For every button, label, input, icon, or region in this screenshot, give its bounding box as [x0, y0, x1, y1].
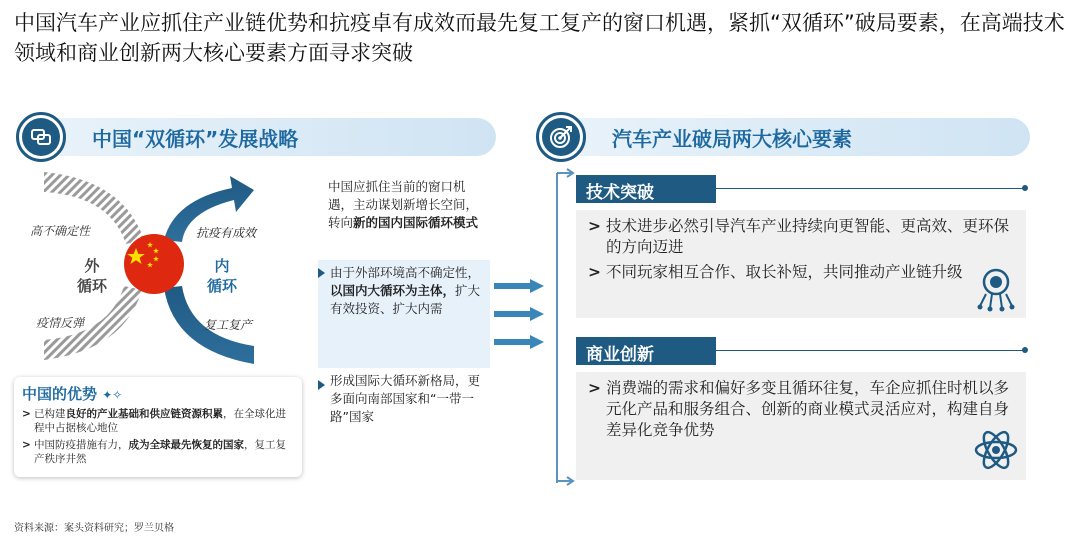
chevron-icon: > — [22, 439, 31, 451]
mid1-pre: 中国应抓住当前的窗口机遇，主动谋划新增长空间，转向 — [328, 179, 479, 230]
circulation-arcs — [14, 160, 314, 380]
advantage-1-bold: 良好的产业基础和供应链资源积累 — [65, 408, 223, 420]
china-advantages-box — [14, 377, 302, 477]
bracket-bottom-arrow — [556, 475, 576, 487]
tab-dot — [1022, 347, 1028, 353]
page-title: 中国汽车产业应抓住产业链优势和抗疫卓有成效而最先复工复产的窗口机遇，紧抓“双循环”破局要素，在高端技术领域和商业创新两大核心要素方面寻求突破 — [14, 11, 1065, 65]
triangle-bullet-icon — [318, 268, 325, 278]
inner-label-line2: 循环 — [206, 277, 237, 295]
business-item-1 — [586, 378, 1010, 441]
stars-icon: ✦✧ — [102, 388, 123, 402]
business-innovation-panel — [576, 372, 1026, 480]
mid2-post: 扩大有效投资、扩大内需 — [330, 283, 481, 316]
international-circulation-text — [318, 372, 490, 426]
triangle-bullet-icon — [318, 380, 325, 390]
core-elements-header — [540, 118, 1030, 156]
business-item-1-text: 消费端的需求和偏好多变且循环往复，车企应抓住时机以多元化产品和服务组合、创新的商业模式灵活应对，构建自身差异化竞争优势 — [606, 379, 1010, 439]
tech-item-1-text: 技术进步必然引导汽车产业持续向更智能、更高效、更环保的方向迈进 — [606, 217, 1010, 256]
resume-work-label: 复工复产 — [204, 318, 253, 332]
china-flag-icon — [124, 234, 184, 294]
outer-label-line2: 循环 — [76, 277, 107, 295]
tab-divider — [716, 350, 1026, 351]
ai-chip-icon — [972, 264, 1020, 312]
tab-dot — [1022, 185, 1028, 191]
target-icon — [536, 112, 586, 162]
advantage-1-post: ，在全球化进程中占据核心地位 — [34, 408, 286, 434]
tech-item-2-text: 不同玩家相互合作、取长补短，共同推动产业链升级 — [606, 263, 963, 281]
right-bracket — [556, 173, 566, 483]
advantage-2-bold: 成为全球最先恢复的国家 — [128, 439, 244, 451]
dual-circulation-title: 中国“双循环”发展战略 — [92, 127, 299, 151]
dual-circulation-diagram — [14, 160, 314, 380]
advantage-2-pre: 中国防疫措施有力， — [34, 439, 129, 451]
chevron-icon: > — [588, 379, 601, 397]
anti-epidemic-label: 抗疫有成效 — [196, 226, 257, 240]
advantage-2-post: ，复工复产秩序井然 — [34, 439, 286, 465]
tech-breakthrough-panel — [576, 210, 1026, 318]
tech-item-2 — [586, 262, 1010, 283]
outer-circulation-label — [72, 256, 112, 296]
arrow-right-icon — [494, 307, 544, 321]
advantages-title-text: 中国的优势 — [22, 385, 98, 403]
outer-label-line1: 外 — [84, 257, 100, 275]
window-opportunity-text — [318, 178, 490, 232]
advantage-1-pre: 已构建 — [34, 408, 66, 420]
source-note: 资料来源：案头资料研究；罗兰贝格 — [14, 523, 174, 534]
dual-circulation-header — [20, 118, 496, 156]
inner-label-line1: 内 — [214, 257, 230, 275]
atom-icon — [972, 426, 1020, 474]
arrow-right-icon — [494, 279, 544, 293]
mid2-bold: 以国内大循环为主体， — [330, 283, 456, 298]
uncertainty-label: 高不确定性 — [30, 224, 91, 238]
mid1-bold: 新的国内国际循环模式 — [353, 215, 479, 230]
tech-breakthrough-tab: 技术突破 — [576, 175, 716, 203]
arrow-right-icon — [494, 335, 544, 349]
chevron-icon: > — [22, 408, 31, 420]
mid2-pre: 由于外部环境高不确定性， — [330, 265, 481, 280]
mid3-pre: 形成国际大循环新格局，更多面向南部国家和“一带一路”国家 — [330, 373, 481, 424]
domestic-circulation-text — [318, 260, 490, 368]
core-elements-title: 汽车产业破局两大核心要素 — [612, 127, 852, 151]
business-innovation-tab: 商业创新 — [576, 337, 716, 365]
chevron-icon: > — [588, 263, 601, 281]
advantage-item-2 — [22, 438, 294, 466]
double-circulation-icon — [16, 112, 66, 162]
tech-item-1 — [586, 216, 1010, 258]
tab-divider — [716, 188, 1026, 189]
advantages-title — [22, 383, 294, 404]
bracket-top-arrow — [556, 167, 576, 179]
inner-circulation-label — [202, 256, 242, 296]
advantage-item-1 — [22, 407, 294, 435]
epidemic-label: 疫情反弹 — [36, 316, 85, 330]
chevron-icon: > — [588, 217, 601, 235]
